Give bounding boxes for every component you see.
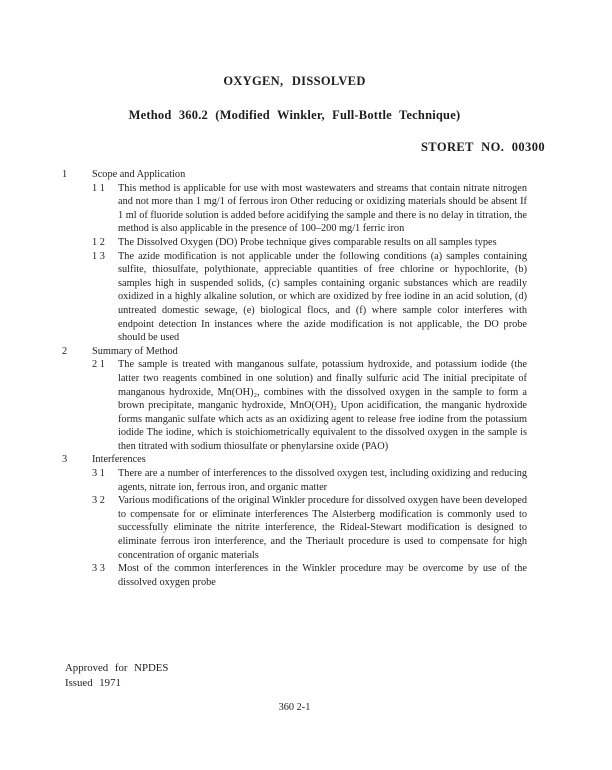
list-item <box>92 358 527 453</box>
list-item <box>92 467 527 494</box>
list-item <box>92 182 527 236</box>
section-heading: Summary of Method <box>92 345 178 357</box>
item-number: 1 1 <box>92 182 105 194</box>
item-text: There are a number of interferences to the dissolved oxygen test, including oxidizing and reducing agents, nitrate ion, ferrous iron, and organic matter <box>118 468 527 493</box>
section-number: 2 <box>62 345 68 357</box>
approval-block <box>65 661 168 690</box>
item-text: Various modifications of the original Winkler procedure for dissolved oxygen have been developed to compensate for or eliminate interferences The Alsterberg modification is commonly used to successfully eliminate the nitrite interference, the Rideal-Stewart modification is designed to eliminate ferrous iron interference, and the Theriault procedure is used to compensate for high concentration of organic materials <box>118 495 527 561</box>
section-interferences <box>62 453 527 467</box>
document-body <box>62 168 527 589</box>
document-content <box>62 0 545 589</box>
page-number: 360 2-1 <box>278 702 311 713</box>
section-heading: Interferences <box>92 454 146 466</box>
section-heading: Scope and Application <box>92 169 186 180</box>
item-text: The azide modification is not applicable under the following conditions (a) samples containing sulfite, thiosulfate, polythionate, appreciable quantities of free chlorine or hypochlorite, (b) samples high in suspended solids, (c) samples containing organic substances which are readily oxidized in a highly alkaline solution, or which are oxidized by free iodine in an acid solution, (d) untreated domestic sewage, (e) biological flocs, and (f) where sample color interferes with endpoint detection In instances where the azide modification is not applicable, the DO probe should be used <box>118 250 527 344</box>
item-text: This method is applicable for use with most wastewaters and streams that contain nitrate nitrogen and not more than 1 mg/1 of ferrous iron Other reducing or oxidizing materials should be absent If 1 ml of fluoride solution is added before acidifying the sample and there is no delay in titration, the method is also applicable in the presence of 100–200 mg/1 ferric iron <box>118 182 527 235</box>
item-text: The sample is treated with manganous sulfate, potassium hydroxide, and potassium iodide (the latter two reagents combined in one solution) and finally sulfuric acid The initial precipitate of manganous hydroxide, Mn(OH)₂, combines with the dissolved oxygen in the sample to form a brown precipitate, manganic hydroxide, MnO(OH)₂ Upon acidification, the manganic hydroxide forms manganic sulfate which acts as an oxidizing agent to release free iodine from the potassium iodide The iodine, which is stoichiometrically equivalent to the dissolved oxygen in the sample is then titrated with sodium thiosulfate or phenylarsine oxide (PAO) <box>118 359 527 452</box>
item-number: 2 1 <box>92 359 105 371</box>
list-item <box>92 236 527 250</box>
storet-number: STORET NO. 00300 <box>420 140 545 154</box>
item-text: Most of the common interferences in the Winkler procedure may be overcome by use of the dissolved oxygen probe <box>118 563 527 588</box>
item-number: 3 2 <box>92 495 105 507</box>
approval-line: Approved for NPDES <box>65 662 169 674</box>
item-text: The Dissolved Oxygen (DO) Probe technique gives comparable results on all samples types <box>118 236 497 248</box>
document-title: OXYGEN, DISSOLVED <box>223 74 366 88</box>
issued-line: Issued 1971 <box>65 676 121 689</box>
section-number: 3 <box>62 454 68 466</box>
section-summary-of-method <box>62 345 527 359</box>
section-scope-and-application <box>62 168 527 182</box>
item-number: 3 1 <box>92 468 105 480</box>
item-number: 3 3 <box>92 563 105 575</box>
method-subtitle: Method 360.2 (Modified Winkler, Full-Bottle Technique) <box>128 108 461 122</box>
section-number: 1 <box>62 169 68 180</box>
item-number: 1 3 <box>92 250 105 262</box>
item-number: 1 2 <box>92 236 105 248</box>
list-item <box>92 562 527 589</box>
list-item <box>92 250 527 345</box>
list-item <box>92 494 527 562</box>
